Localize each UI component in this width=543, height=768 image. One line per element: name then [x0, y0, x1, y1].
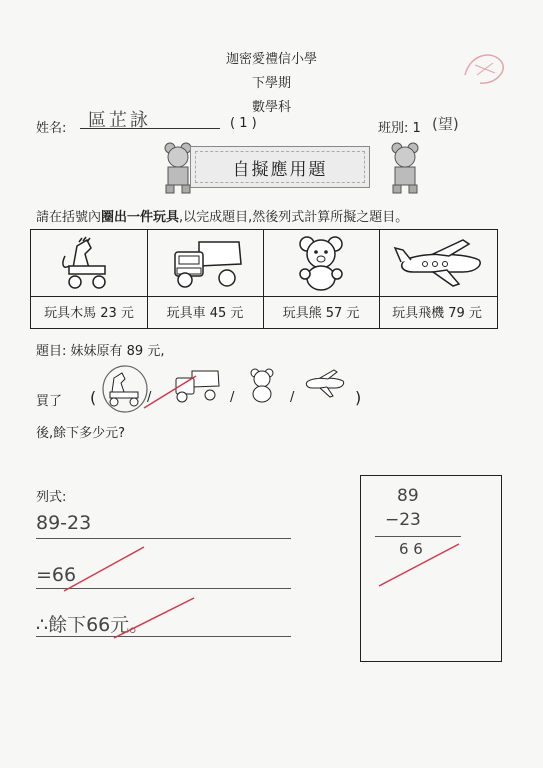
sep-3: /	[290, 390, 295, 405]
rocking-horse-icon	[59, 236, 119, 292]
teddy-bear-icon	[293, 234, 349, 292]
instruction-suffix: ,以完成題目,然後列式計算所擬之題目。	[179, 210, 409, 225]
vertical-calc-box	[360, 475, 502, 662]
working-label: 列式:	[36, 490, 67, 505]
toy-label-horse: 玩具木馬 23 元	[44, 306, 134, 321]
class-label: 班別: 1	[378, 121, 421, 136]
school-name: 迦密愛禮信小學	[225, 52, 317, 67]
title-banner	[190, 146, 370, 188]
teddy-deco-right-icon	[385, 140, 425, 195]
working-line3: ∴餘下66元。	[36, 614, 149, 636]
bear-option-icon[interactable]	[247, 367, 277, 403]
name-value: 區芷詠	[88, 110, 151, 131]
red-check-mark-2	[60, 545, 150, 595]
working-line2: =66	[36, 564, 77, 586]
question-line3: 後,餘下多少元?	[36, 426, 126, 441]
term: 下學期	[251, 76, 291, 91]
worksheet-title: 自擬應用題	[232, 159, 328, 180]
name-field[interactable]	[80, 106, 220, 129]
sep-1: /	[147, 390, 152, 405]
subject: 數學科	[251, 100, 291, 115]
vertical-result: 6 6	[399, 540, 423, 558]
question-line1: 題目: 妹妹原有 89 元,	[36, 344, 165, 359]
class-value: (望)	[432, 115, 459, 133]
red-check-mark-1	[140, 372, 200, 412]
plane-option-icon[interactable]	[302, 368, 346, 400]
open-paren: (	[90, 388, 97, 407]
student-number: ( 1 )	[230, 116, 257, 131]
instruction-prefix: 請在括號內	[36, 210, 102, 225]
toy-truck-icon	[169, 238, 243, 290]
toy-table	[30, 229, 498, 329]
toy-label-truck: 玩具車 45 元	[166, 306, 244, 321]
vertical-sub: −23	[385, 510, 421, 530]
close-paren: )	[355, 388, 362, 407]
toy-label-bear: 玩具熊 57 元	[282, 306, 360, 321]
answer-line-1	[36, 538, 291, 539]
working-line1: 89-23	[36, 512, 92, 534]
toy-plane-icon	[393, 238, 487, 290]
red-check-mark-3	[110, 596, 200, 642]
name-label: 姓名:	[36, 121, 67, 136]
instruction	[36, 206, 408, 225]
stamp-mark	[455, 45, 515, 95]
instruction-bold: 圈出一件玩具	[101, 210, 180, 225]
toy-label-plane: 玩具飛機 79 元	[392, 306, 482, 321]
vertical-rule	[375, 536, 461, 537]
sep-2: /	[230, 390, 235, 405]
vertical-top: 89	[397, 486, 419, 506]
red-check-mark-4	[375, 540, 465, 590]
question-bought: 買了	[36, 394, 63, 409]
